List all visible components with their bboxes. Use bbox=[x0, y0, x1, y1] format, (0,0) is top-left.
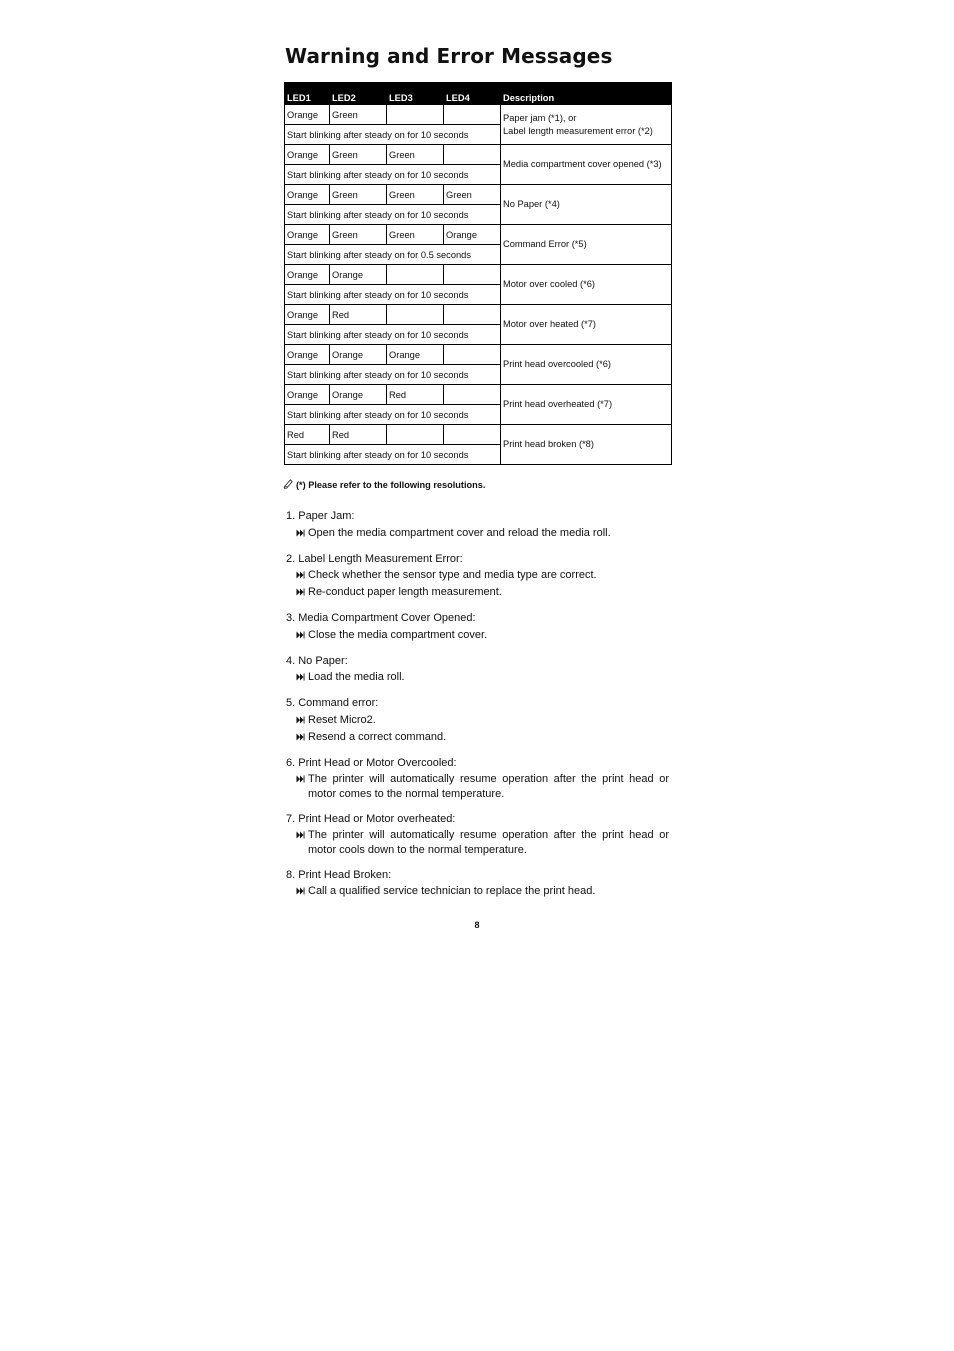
blink-note-cell: Start blinking after steady on for 10 seconds bbox=[285, 125, 501, 145]
blink-note-cell: Start blinking after steady on for 10 seconds bbox=[285, 445, 501, 465]
led2-cell: Orange bbox=[330, 345, 387, 365]
double-arrow-bullet-icon bbox=[296, 527, 308, 542]
page-title: Warning and Error Messages bbox=[285, 44, 613, 68]
table-row bbox=[285, 185, 672, 205]
resolution-step-text: Resend a correct command. bbox=[308, 730, 447, 743]
blink-note-cell: Start blinking after steady on for 10 seconds bbox=[285, 285, 501, 305]
resolution-title: 5. Command error: bbox=[286, 697, 379, 709]
blink-note-cell: Start blinking after steady on for 10 seconds bbox=[285, 205, 501, 225]
led1-cell: Orange bbox=[285, 345, 330, 365]
resolution-item bbox=[286, 696, 669, 745]
table-row bbox=[285, 345, 672, 365]
led4-cell bbox=[444, 305, 501, 325]
resolution-step-text: Reset Micro2. bbox=[308, 713, 376, 726]
blink-note-cell: Start blinking after steady on for 10 seconds bbox=[285, 405, 501, 425]
table-row bbox=[285, 425, 672, 445]
pencil-note-icon bbox=[283, 478, 294, 491]
double-arrow-bullet-icon bbox=[296, 885, 308, 900]
table-row bbox=[285, 225, 672, 245]
page-number: 8 bbox=[474, 920, 480, 930]
led1-cell: Red bbox=[285, 425, 330, 445]
blink-note-cell: Start blinking after steady on for 10 seconds bbox=[285, 365, 501, 385]
note-text: (*) Please refer to the following resolutions. bbox=[296, 479, 486, 490]
led3-cell: Green bbox=[387, 185, 444, 205]
resolution-step bbox=[286, 585, 669, 601]
resolution-step-text: Call a qualified service technician to replace the print head. bbox=[308, 885, 596, 897]
resolution-step-text: Load the media roll. bbox=[308, 671, 405, 683]
resolution-step bbox=[286, 713, 669, 729]
table-row bbox=[285, 305, 672, 325]
led4-cell: Green bbox=[444, 185, 501, 205]
led2-cell: Green bbox=[330, 185, 387, 205]
led3-cell: Green bbox=[387, 225, 444, 245]
header-led2: LED2 bbox=[330, 83, 387, 105]
led4-cell bbox=[444, 345, 501, 365]
description-line: Print head overcooled (*6) bbox=[503, 359, 612, 369]
double-arrow-bullet-icon bbox=[296, 731, 308, 746]
led1-cell: Orange bbox=[285, 145, 330, 165]
led3-cell bbox=[387, 105, 444, 125]
description-cell bbox=[501, 305, 672, 345]
double-arrow-bullet-icon bbox=[296, 569, 308, 584]
table-row bbox=[285, 385, 672, 405]
resolution-item bbox=[286, 756, 669, 802]
led4-cell bbox=[444, 105, 501, 125]
led3-cell bbox=[387, 305, 444, 325]
resolution-title: 2. Label Length Measurement Error: bbox=[286, 552, 463, 565]
resolution-step bbox=[286, 628, 669, 644]
description-line: Paper jam (*1), or bbox=[503, 112, 577, 123]
double-arrow-bullet-icon bbox=[296, 629, 308, 644]
resolution-title: 4. No Paper: bbox=[286, 654, 348, 667]
description-cell bbox=[501, 145, 672, 185]
table-header-row bbox=[285, 83, 672, 105]
led3-cell: Green bbox=[387, 145, 444, 165]
led2-cell: Red bbox=[330, 425, 387, 445]
description-line: Print head overheated (*7) bbox=[503, 399, 613, 409]
header-led3: LED3 bbox=[387, 83, 444, 105]
led1-cell: Orange bbox=[285, 225, 330, 245]
led1-cell: Orange bbox=[285, 265, 330, 285]
description-line: Command Error (*5) bbox=[503, 239, 587, 249]
table-row bbox=[285, 265, 672, 285]
description-cell bbox=[501, 345, 672, 385]
resolution-title: 7. Print Head or Motor overheated: bbox=[286, 812, 456, 825]
description-line: Media compartment cover opened (*3) bbox=[503, 159, 662, 169]
description-line: Motor over cooled (*6) bbox=[503, 279, 595, 289]
led4-cell bbox=[444, 265, 501, 285]
resolution-step bbox=[286, 526, 669, 542]
blink-note-cell: Start blinking after steady on for 0.5 seconds bbox=[285, 245, 501, 265]
resolution-title: 1. Paper Jam: bbox=[286, 510, 355, 522]
led1-cell: Orange bbox=[285, 185, 330, 205]
led2-cell: Green bbox=[330, 145, 387, 165]
led3-cell bbox=[387, 425, 444, 445]
resolution-step bbox=[286, 730, 669, 746]
resolution-step bbox=[286, 828, 669, 857]
description-line: Label length measurement error (*2) bbox=[503, 125, 653, 136]
description-cell bbox=[501, 425, 672, 465]
resolution-step-text: Open the media compartment cover and reload the media roll. bbox=[308, 526, 611, 539]
double-arrow-bullet-icon bbox=[296, 586, 308, 601]
resolution-title: 8. Print Head Broken: bbox=[286, 868, 392, 881]
double-arrow-bullet-icon bbox=[296, 671, 308, 686]
resolution-step-text: The printer will automatically resume operation after the print head or motor comes to the normal temperature. bbox=[308, 773, 669, 800]
double-arrow-bullet-icon bbox=[296, 714, 308, 729]
led2-cell: Green bbox=[330, 105, 387, 125]
led4-cell bbox=[444, 425, 501, 445]
resolution-title: 3. Media Compartment Cover Opened: bbox=[286, 612, 476, 624]
resolution-item bbox=[286, 812, 669, 858]
led2-cell: Green bbox=[330, 225, 387, 245]
led1-cell: Orange bbox=[285, 385, 330, 405]
led1-cell: Orange bbox=[285, 305, 330, 325]
double-arrow-bullet-icon bbox=[296, 829, 308, 844]
resolution-step bbox=[286, 670, 669, 686]
led3-cell bbox=[387, 265, 444, 285]
led3-cell: Orange bbox=[387, 345, 444, 365]
resolution-step bbox=[286, 884, 669, 900]
resolution-item bbox=[286, 509, 669, 541]
resolution-step bbox=[286, 568, 669, 584]
description-cell bbox=[501, 225, 672, 265]
resolution-step-text: Close the media compartment cover. bbox=[308, 628, 488, 641]
double-arrow-bullet-icon bbox=[296, 773, 308, 788]
led4-cell bbox=[444, 385, 501, 405]
led4-cell: Orange bbox=[444, 225, 501, 245]
led1-cell: Orange bbox=[285, 105, 330, 125]
led2-cell: Orange bbox=[330, 385, 387, 405]
description-cell bbox=[501, 105, 672, 145]
led3-cell: Red bbox=[387, 385, 444, 405]
header-led4: LED4 bbox=[444, 83, 501, 105]
led2-cell: Orange bbox=[330, 265, 387, 285]
header-led1: LED1 bbox=[285, 83, 330, 105]
description-line: Print head broken (*8) bbox=[503, 439, 594, 449]
resolution-note bbox=[283, 478, 485, 491]
resolution-item bbox=[286, 611, 669, 643]
resolution-step-text: Re-conduct paper length measurement. bbox=[308, 586, 502, 598]
resolution-item bbox=[286, 654, 669, 686]
description-line: No Paper (*4) bbox=[503, 199, 560, 209]
description-cell bbox=[501, 385, 672, 425]
resolution-title: 6. Print Head or Motor Overcooled: bbox=[286, 756, 457, 769]
resolution-item bbox=[286, 552, 669, 601]
led2-cell: Red bbox=[330, 305, 387, 325]
table-row bbox=[285, 105, 672, 125]
resolution-item bbox=[286, 868, 669, 900]
header-description: Description bbox=[501, 83, 672, 105]
table-row bbox=[285, 145, 672, 165]
led-status-table bbox=[284, 82, 672, 465]
description-cell bbox=[501, 185, 672, 225]
resolution-step bbox=[286, 772, 669, 801]
description-line: Motor over heated (*7) bbox=[503, 319, 597, 329]
resolution-step-text: The printer will automatically resume operation after the print head or motor cools down to the normal temperature. bbox=[308, 829, 669, 856]
blink-note-cell: Start blinking after steady on for 10 seconds bbox=[285, 165, 501, 185]
resolution-step-text: Check whether the sensor type and media type are correct. bbox=[308, 569, 597, 581]
description-cell bbox=[501, 265, 672, 305]
led4-cell bbox=[444, 145, 501, 165]
blink-note-cell: Start blinking after steady on for 10 seconds bbox=[285, 325, 501, 345]
resolutions-list bbox=[286, 509, 669, 910]
